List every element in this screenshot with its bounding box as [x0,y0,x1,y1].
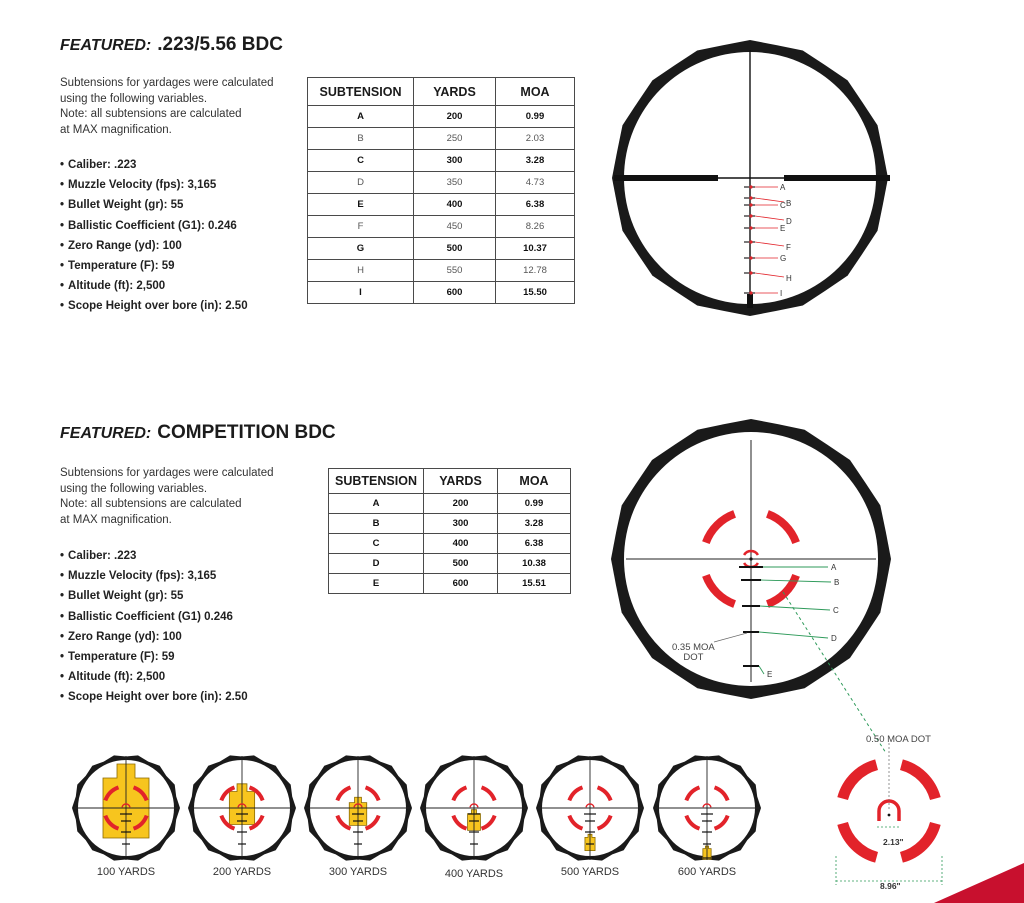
variable-item: • Ballistic Coefficient (G1) 0.246 [60,607,248,627]
table-cell-sub: A [329,494,424,514]
table-cell-yards: 350 [414,172,496,194]
bdc-hold-dot [749,256,752,259]
left-thick-post [614,175,718,181]
variable-item: • Bullet Weight (gr): 55 [60,586,248,606]
col-header: MOA [498,469,571,494]
table-row [308,260,575,282]
bdc-hold-dot [749,271,752,274]
bdc-label: A [831,563,837,572]
bdc-label: D [831,634,837,643]
bdc-label: H [786,274,792,283]
variable-item: • Scope Height over bore (in): 2.50 [60,296,248,316]
table-cell-yards: 300 [424,514,498,534]
variable-item: • Ballistic Coefficient (G1): 0.246 [60,216,248,236]
table-row [308,150,575,172]
bdc-hold-dot [749,185,752,188]
bdc-label: C [833,606,839,615]
yardage-view-scope [647,748,767,868]
table-cell-sub: B [308,128,414,150]
table-cell-sub: H [308,260,414,282]
bdc-reticle-diagram [612,48,892,318]
bottom-post [747,294,753,308]
table-cell-yards: 600 [414,282,496,304]
table-row [308,194,575,216]
bdc-hold-dot [749,203,752,206]
intro-line: Subtensions for yardages were calculated [60,77,274,89]
col-header: SUBTENSION [329,469,424,494]
variable-item: • Zero Range (yd): 100 [60,236,248,256]
table-cell-sub: A [308,106,414,128]
table-cell-sub: D [308,172,414,194]
dot-size-label-line: 0.35 MOA [672,642,715,653]
table-cell-moa: 0.99 [498,494,571,514]
table-cell-yards: 200 [414,106,496,128]
table-row [329,534,571,554]
table-cell-yards: 500 [414,238,496,260]
bdc-label: D [786,217,792,226]
table-cell-moa: 8.26 [496,216,575,238]
table-row [329,554,571,574]
section1-intro [60,76,300,138]
table-cell-yards: 500 [424,554,498,574]
section1-heading [60,34,283,56]
table-cell-yards: 200 [424,494,498,514]
featured-label: FEATURED: [60,425,152,442]
bdc-label: A [780,183,786,192]
table-cell-moa: 10.37 [496,238,575,260]
intro-line: using the following variables. [60,92,208,105]
col-header: MOA [496,78,575,106]
red-horseshoe-segment [901,765,935,799]
center-dot [888,814,891,817]
yardage-view-scope [298,748,418,868]
red-horseshoe-segment [901,823,935,857]
intro-line: Subtensions for yardages were calculated [60,467,274,479]
section2-intro [60,466,300,528]
variable-item: • Scope Height over bore (in): 2.50 [60,687,248,707]
bdc-label: I [780,289,783,298]
bdc-hold-dot [749,226,752,229]
table-cell-moa: 2.03 [496,128,575,150]
section1-subtension-table [307,77,575,304]
table-row [308,216,575,238]
center-circle-top [879,801,899,811]
intro-line: Note: all subtensions are calculated [60,498,242,510]
table-cell-moa: 6.38 [496,194,575,216]
section1-title: .223/5.56 BDC [157,34,283,55]
table-row [308,238,575,260]
table-cell-moa: 10.38 [498,554,571,574]
table-cell-sub: F [308,216,414,238]
section2-subtension-table [328,468,571,594]
variable-item: • Caliber: .223 [60,546,248,566]
table-row [308,282,575,304]
table-cell-moa: 3.28 [496,150,575,172]
yardage-label: 400 YARDS [444,868,504,880]
table-cell-sub: I [308,282,414,304]
yardage-label: 200 YARDS [212,866,272,878]
detail-inner-width: 2.13" [883,837,904,847]
section1-variables [60,155,248,317]
table-cell-sub: D [329,554,424,574]
bdc-hold-dot [749,196,752,199]
table-cell-yards: 400 [424,534,498,554]
intro-line: at MAX magnification. [60,123,172,136]
dot-size-label [672,643,715,663]
col-header: SUBTENSION [308,78,414,106]
red-horseshoe-segment [843,765,877,799]
red-horseshoe-segment [843,823,877,857]
yardage-view-scope [66,748,186,868]
table-cell-yards: 600 [424,574,498,594]
variable-item: • Altitude (ft): 2,500 [60,667,248,687]
bdc-label: G [780,254,787,263]
table-row [308,128,575,150]
variable-item: • Temperature (F): 59 [60,256,248,276]
table-cell-sub: G [308,238,414,260]
table-cell-moa: 4.73 [496,172,575,194]
dot-size-label-line: DOT [683,652,704,663]
variable-item: • Muzzle Velocity (fps): 3,165 [60,566,248,586]
table-row [329,574,571,594]
section2-variables [60,546,248,708]
table-cell-moa: 6.38 [498,534,571,554]
table-cell-sub: C [329,534,424,554]
bdc-hold-dot [749,240,752,243]
table-cell-sub: E [329,574,424,594]
bdc-hold-dot [749,214,752,217]
table-cell-moa: 3.28 [498,514,571,534]
variable-item: • Muzzle Velocity (fps): 3,165 [60,175,248,195]
variable-item: • Bullet Weight (gr): 55 [60,195,248,215]
yardage-label: 100 YARDS [96,866,156,878]
table-row [308,172,575,194]
section2-title: COMPETITION BDC [157,422,336,443]
bdc-label: E [767,670,773,679]
corner-accent [894,863,1024,903]
yardage-label: 500 YARDS [560,866,620,878]
yardage-view-scope [530,748,650,868]
col-header: YARDS [424,469,498,494]
table-row [308,106,575,128]
table-cell-moa: 15.50 [496,282,575,304]
table-cell-yards: 300 [414,150,496,172]
yardage-view-scope [414,748,534,868]
col-header: YARDS [414,78,496,106]
variable-item: • Zero Range (yd): 100 [60,627,248,647]
table-cell-yards: 400 [414,194,496,216]
table-row [329,494,571,514]
yardage-label: 600 YARDS [677,866,737,878]
bdc-label: F [786,243,791,252]
competition-reticle-diagram [606,420,896,710]
yardage-label: 300 YARDS [328,866,388,878]
bdc-label: C [780,201,786,210]
bdc-label: E [780,224,786,233]
detail-dot-label: 0.50 MOA DOT [866,734,931,745]
table-cell-sub: C [308,150,414,172]
intro-line: Note: all subtensions are calculated [60,108,242,120]
variable-item: • Altitude (ft): 2,500 [60,276,248,296]
featured-label: FEATURED: [60,37,152,54]
section2-heading [60,422,336,444]
bdc-label: B [786,199,792,208]
center-dot [749,557,752,560]
bdc-hold-dot [749,291,752,294]
detail-outer-width: 8.96" [880,881,901,891]
intro-line: at MAX magnification. [60,513,172,526]
table-cell-moa: 12.78 [496,260,575,282]
intro-line: using the following variables. [60,482,208,495]
table-cell-sub: B [329,514,424,534]
table-cell-moa: 15.51 [498,574,571,594]
right-thick-post [784,175,890,181]
table-cell-yards: 550 [414,260,496,282]
table-cell-yards: 250 [414,128,496,150]
table-cell-sub: E [308,194,414,216]
table-cell-moa: 0.99 [496,106,575,128]
yardage-view-scope [182,748,302,868]
table-row [329,514,571,534]
bdc-label: B [834,578,840,587]
variable-item: • Caliber: .223 [60,155,248,175]
table-cell-yards: 450 [414,216,496,238]
variable-item: • Temperature (F): 59 [60,647,248,667]
